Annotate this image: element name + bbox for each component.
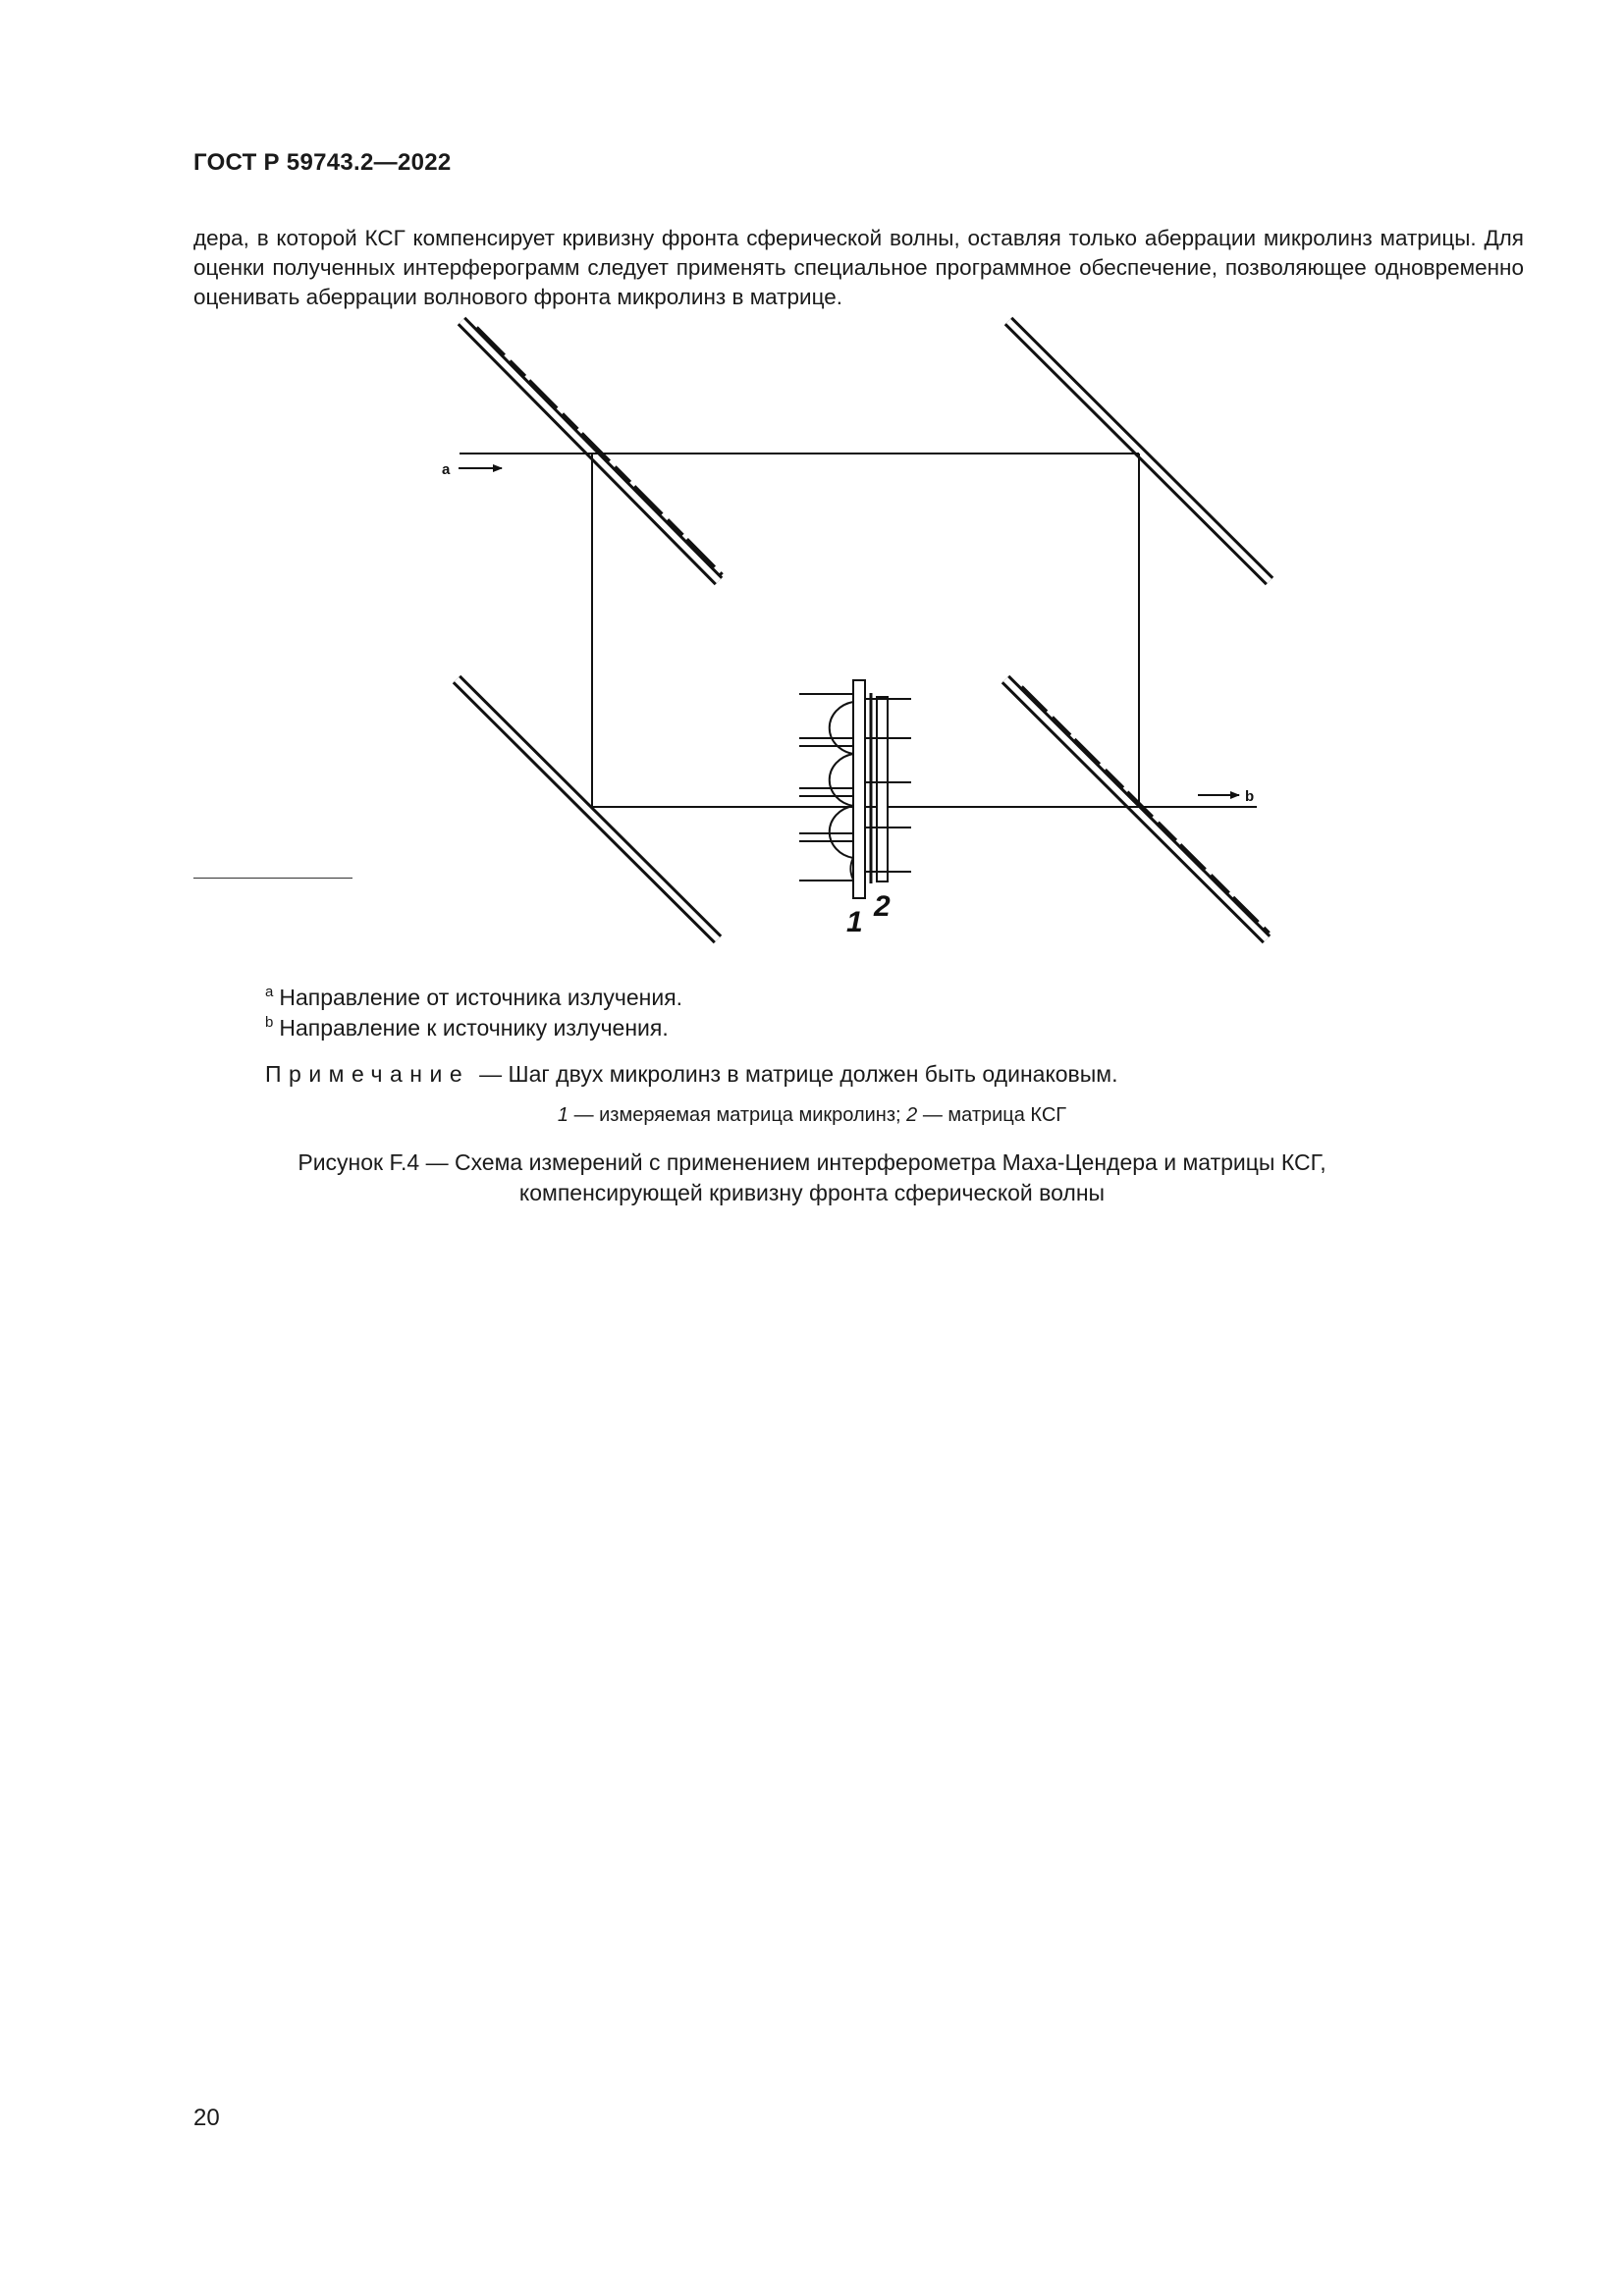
footnote-text: Направление от источника излучения. xyxy=(279,985,683,1010)
document-code: ГОСТ Р 59743.2—2022 xyxy=(193,149,452,176)
footnote-text: Направление к источнику излучения. xyxy=(279,1015,669,1041)
microlens xyxy=(830,806,853,858)
legend-text: — измеряемая матрица микролинз; xyxy=(568,1104,907,1126)
mirror-bottom-left xyxy=(457,679,718,939)
legend-number: 1 xyxy=(557,1104,569,1126)
page-number: 20 xyxy=(193,2105,220,2131)
input-beam-label: a xyxy=(442,461,451,478)
label-microlens-array: 1 xyxy=(846,906,863,938)
caption-line: Рисунок F.4 — Схема измерений с применением интерферометра Маха-Цендера и матрицы КСГ, xyxy=(298,1149,1326,1175)
footnote-marker: b xyxy=(265,1014,274,1031)
footnote-a xyxy=(265,985,682,1011)
output-beam-arrow xyxy=(1198,788,1254,805)
input-beam-arrow xyxy=(442,461,502,478)
beamsplitter-bottom-right xyxy=(1005,679,1269,939)
microlens xyxy=(830,754,853,806)
footnote-b xyxy=(265,1015,669,1041)
footnote-separator xyxy=(193,878,352,879)
note xyxy=(265,1061,1118,1088)
mach-zehnder-diagram xyxy=(0,0,1624,982)
legend-text: — матрица КСГ xyxy=(917,1104,1067,1126)
figure-legend xyxy=(0,1104,1624,1127)
body-paragraph: дера, в которой КСГ компенсирует кривизну фронта сферической волны, оставляя только аберрации микролинз матрицы. Для оценки полученных интерферограмм следует применять специальное программное обеспечение, позволяющее одновременно оценивать аберрации волнового фронта микролинз в матрице. xyxy=(193,226,1524,309)
figure-caption xyxy=(0,1148,1624,1208)
ksg-plate xyxy=(877,697,888,881)
output-beam-label: b xyxy=(1245,788,1255,805)
note-text: — Шаг двух микролинз в матрице должен быть одинаковым. xyxy=(479,1061,1118,1087)
caption-line: компенсирующей кривизну фронта сферической волны xyxy=(518,1180,1106,1205)
microlens-assembly xyxy=(799,680,911,898)
footnote-marker: a xyxy=(265,984,274,1000)
legend-number: 2 xyxy=(906,1104,918,1126)
microlens-array-plate xyxy=(853,680,865,898)
note-label: Примечание xyxy=(265,1061,470,1087)
label-ksg-matrix: 2 xyxy=(874,890,891,923)
